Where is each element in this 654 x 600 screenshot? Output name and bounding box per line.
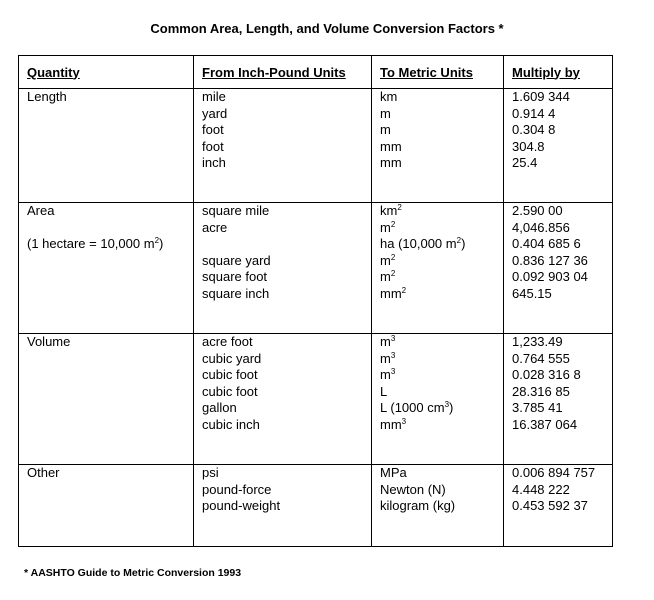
volume-factor: 1,233.49 0.764 555 0.028 316 8 28.316 85 3.785 41 16.387 064	[504, 334, 613, 465]
area-section	[19, 203, 613, 334]
volume-from: acre foot cubic yard cubic foot cubic foot gallon cubic inch	[194, 334, 372, 465]
length-quantity: Length	[19, 89, 194, 203]
footnote: * AASHTO Guide to Metric Conversion 1993	[24, 567, 242, 579]
length-section	[19, 89, 613, 203]
header-quantity: Quantity	[19, 56, 194, 89]
area-factor: 2.590 00 4,046.856 0.404 685 6 0.836 127 36 0.092 903 04 645.15	[504, 203, 613, 334]
area-quantity: Area (1 hectare = 10,000 $m^2$)	[19, 203, 194, 334]
other-quantity: Other	[19, 465, 194, 547]
conversion-table	[18, 55, 613, 547]
area-to: $km^2$ $m^2$ ha (10,000 $m^2$) $m^2$ $m^2$ $mm^2$	[372, 203, 504, 334]
header-row	[19, 56, 613, 89]
other-factor: 0.006 894 757 4.448 222 0.453 592 37	[504, 465, 613, 547]
volume-quantity: Volume	[19, 334, 194, 465]
page-title: Common Area, Length, and Volume Conversion Factors *	[150, 21, 504, 36]
volume-section	[19, 334, 613, 465]
header-from: From Inch-Pound Units	[194, 56, 372, 89]
length-factor: 1.609 344 0.914 4 0.304 8 304.8 25.4	[504, 89, 613, 203]
volume-to: $m^3$ $m^3$ $m^3$ L L (1000 $cm^3$) $mm^3$	[372, 334, 504, 465]
other-section	[19, 465, 613, 547]
other-to: MPa Newton (N) kilogram (kg)	[372, 465, 504, 547]
header-to: To Metric Units	[372, 56, 504, 89]
length-from: mile yard foot foot inch	[194, 89, 372, 203]
length-to: km m m mm mm	[372, 89, 504, 203]
area-from: square mile acre square yard square foot square inch	[194, 203, 372, 334]
hectare-note: (1 hectare = 10,000 $m^2$)	[27, 236, 164, 251]
header-multiply: Multiply by	[504, 56, 613, 89]
other-from: psi pound-force pound-weight	[194, 465, 372, 547]
